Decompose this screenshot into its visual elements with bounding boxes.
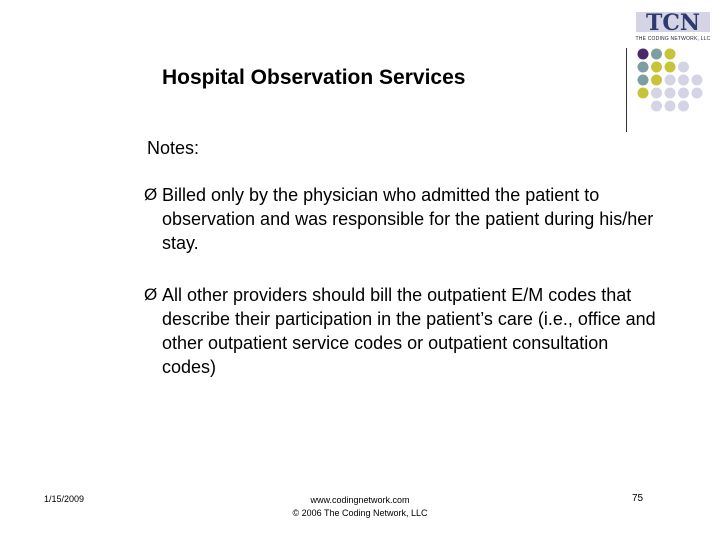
divider-line xyxy=(626,48,627,132)
bullet-item xyxy=(144,283,664,379)
decorative-dot xyxy=(678,75,689,86)
slide-title: Hospital Observation Services xyxy=(162,66,466,89)
footer-website: www.codingnetwork.com xyxy=(310,495,410,505)
tcn-logo-mark xyxy=(630,6,716,36)
bullet-text: All other providers should bill the outpatient E/M codes that describe their participation in the patient’s care (i.e., office and other outpatient service codes or outpatient consultation codes) xyxy=(162,285,656,377)
page-number: 75 xyxy=(632,493,644,504)
decorative-dot xyxy=(665,75,676,86)
logo-text: TCN xyxy=(646,10,700,36)
decorative-dot xyxy=(692,88,703,99)
footer-date: 1/15/2009 xyxy=(44,494,85,504)
arrow-bullet-icon: Ø xyxy=(144,285,158,304)
decorative-dot xyxy=(651,75,662,86)
footer-credits xyxy=(250,494,470,520)
decorative-dot xyxy=(638,49,649,60)
decorative-dot xyxy=(678,101,689,112)
decorative-dot xyxy=(651,101,662,112)
decorative-dot-grid xyxy=(636,48,716,118)
company-logo xyxy=(630,6,716,46)
decorative-dot xyxy=(638,75,649,86)
bullet-text: Billed only by the physician who admitted the patient to observation and was responsible for the patient during his/her stay. xyxy=(162,185,654,253)
decorative-dot xyxy=(665,88,676,99)
decorative-dot xyxy=(665,49,676,60)
decorative-dot xyxy=(638,62,649,73)
decorative-dot xyxy=(651,62,662,73)
decorative-dot xyxy=(651,88,662,99)
arrow-bullet-icon: Ø xyxy=(144,185,158,204)
decorative-dot xyxy=(665,101,676,112)
decorative-dot xyxy=(638,88,649,99)
logo-tagline: THE CODING NETWORK, LLC xyxy=(635,36,711,42)
footer-copyright: © 2006 The Coding Network, LLC xyxy=(292,508,428,518)
decorative-dot xyxy=(692,75,703,86)
decorative-dot xyxy=(651,49,662,60)
notes-label: Notes: xyxy=(147,138,200,158)
bullet-item xyxy=(144,183,664,255)
decorative-dot xyxy=(678,62,689,73)
decorative-dot xyxy=(665,62,676,73)
decorative-dot xyxy=(678,88,689,99)
